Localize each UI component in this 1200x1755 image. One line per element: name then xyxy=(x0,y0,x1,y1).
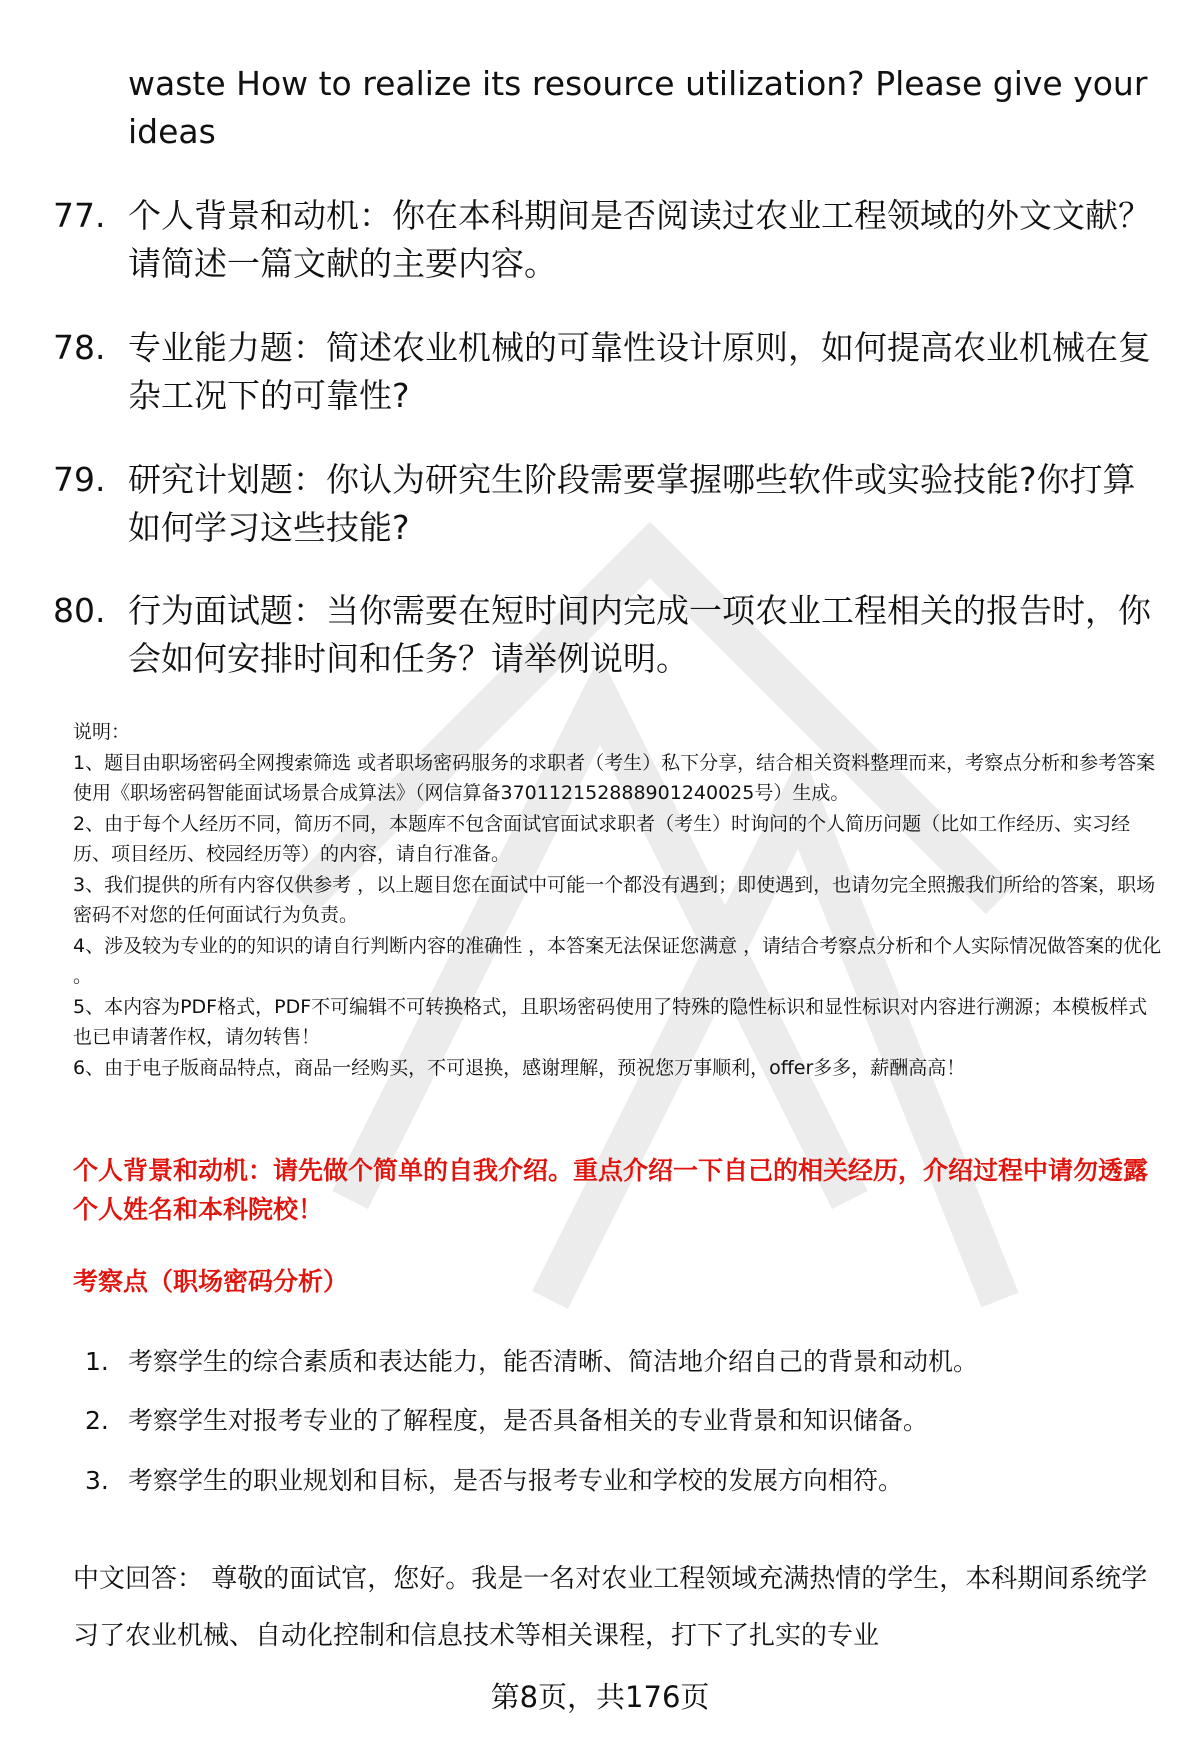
point-text: 考察学生对报考专业的了解程度，是否具备相关的专业背景和知识储备。 xyxy=(128,1406,929,1435)
question-79 xyxy=(53,456,1163,552)
note-item: 4、涉及较为专业的的知识的请自行判断内容的准确性 ，本答案无法保证您满意 ，请结合考察点分析和个人实际情况做答案的优化 。 xyxy=(73,934,1162,987)
analysis-point xyxy=(85,1345,978,1379)
question-number: 79. xyxy=(53,460,106,499)
notes-section xyxy=(73,717,1163,1083)
note-item: 2、由于每个人经历不同，简历不同，本题库不包含面试官面试求职者（考生）时询问的个人简历问题（比如工作经历、实习经历、项目经历、校园经历等）的内容，请自行准备。 xyxy=(73,812,1131,865)
analysis-point xyxy=(85,1404,928,1438)
point-text: 考察学生的综合素质和表达能力，能否清晰、简洁地介绍自己的背景和动机。 xyxy=(128,1347,979,1376)
question-text: waste How to realize its resource utilization? Please give your ideas xyxy=(128,64,1148,151)
question-text: 研究计划题：你认为研究生阶段需要掌握哪些软件或实验技能?你打算如何学习这些技能? xyxy=(128,460,1136,547)
point-number: 1. xyxy=(85,1347,109,1376)
question-78 xyxy=(53,324,1163,420)
page-footer: 第8页，共176页 xyxy=(490,1680,710,1714)
point-number: 2. xyxy=(85,1406,109,1435)
answer-paragraph xyxy=(73,1551,1163,1665)
note-item: 5、本内容为PDF格式，PDF不可编辑不可转换格式，且职场密码使用了特殊的隐性标识和显性标识对内容进行溯源；本模板样式也已申请著作权，请勿转售！ xyxy=(73,995,1148,1048)
question-text: 行为面试题：当你需要在短时间内完成一项农业工程相关的报告时，你会如何安排时间和任务？请举例说明。 xyxy=(128,591,1151,678)
point-number: 3. xyxy=(85,1466,109,1495)
question-text: 专业能力题：简述农业机械的可靠性设计原则，如何提高农业机械在复杂工况下的可靠性? xyxy=(128,328,1151,415)
answer-label: 中文回答： xyxy=(73,1564,204,1594)
question-number: 77. xyxy=(53,196,106,235)
continued-question xyxy=(53,60,1163,156)
question-text: 个人背景和动机：你在本科期间是否阅读过农业工程领域的外文文献？请简述一篇文献的主要内容。 xyxy=(128,196,1151,283)
notes-title: 说明： xyxy=(73,721,131,743)
answer-text: 尊敬的面试官，您好。我是一名对农业工程领域充满热情的学生，本科期间系统学习了农业机械、自动化控制和信息技术等相关课程，打下了扎实的专业 xyxy=(73,1564,1148,1651)
note-item: 6、由于电子版商品特点，商品一经购买，不可退换，感谢理解，预祝您万事顺利，offer多多，薪酬高高！ xyxy=(73,1056,966,1079)
featured-question: 个人背景和动机：请先做个简单的自我介绍。重点介绍一下自己的相关经历，介绍过程中请勿透露个人姓名和本科院校！ xyxy=(73,1156,1149,1224)
question-77 xyxy=(53,192,1163,288)
note-item: 3、我们提供的所有内容仅供参考 ，以上题目您在面试中可能一个都没有遇到；即使遇到，也请勿完全照搬我们所给的答案，职场密码不对您的任何面试行为负责。 xyxy=(73,873,1156,926)
analysis-point xyxy=(85,1464,903,1498)
point-text: 考察学生的职业规划和目标，是否与报考专业和学校的发展方向相符。 xyxy=(128,1466,904,1495)
question-number: 78. xyxy=(53,328,106,367)
analysis-heading: 考察点（职场密码分析） xyxy=(73,1267,349,1296)
question-80 xyxy=(53,587,1163,683)
note-item: 1、题目由职场密码全网搜索筛选 或者职场密码服务的求职者（考生）私下分享，结合相关资料整理而来，考察点分析和参考答案使用《职场密码智能面试场景合成算法》（网信算备370112152888901240025号）生成。 xyxy=(73,751,1156,804)
question-number: 80. xyxy=(53,591,106,630)
